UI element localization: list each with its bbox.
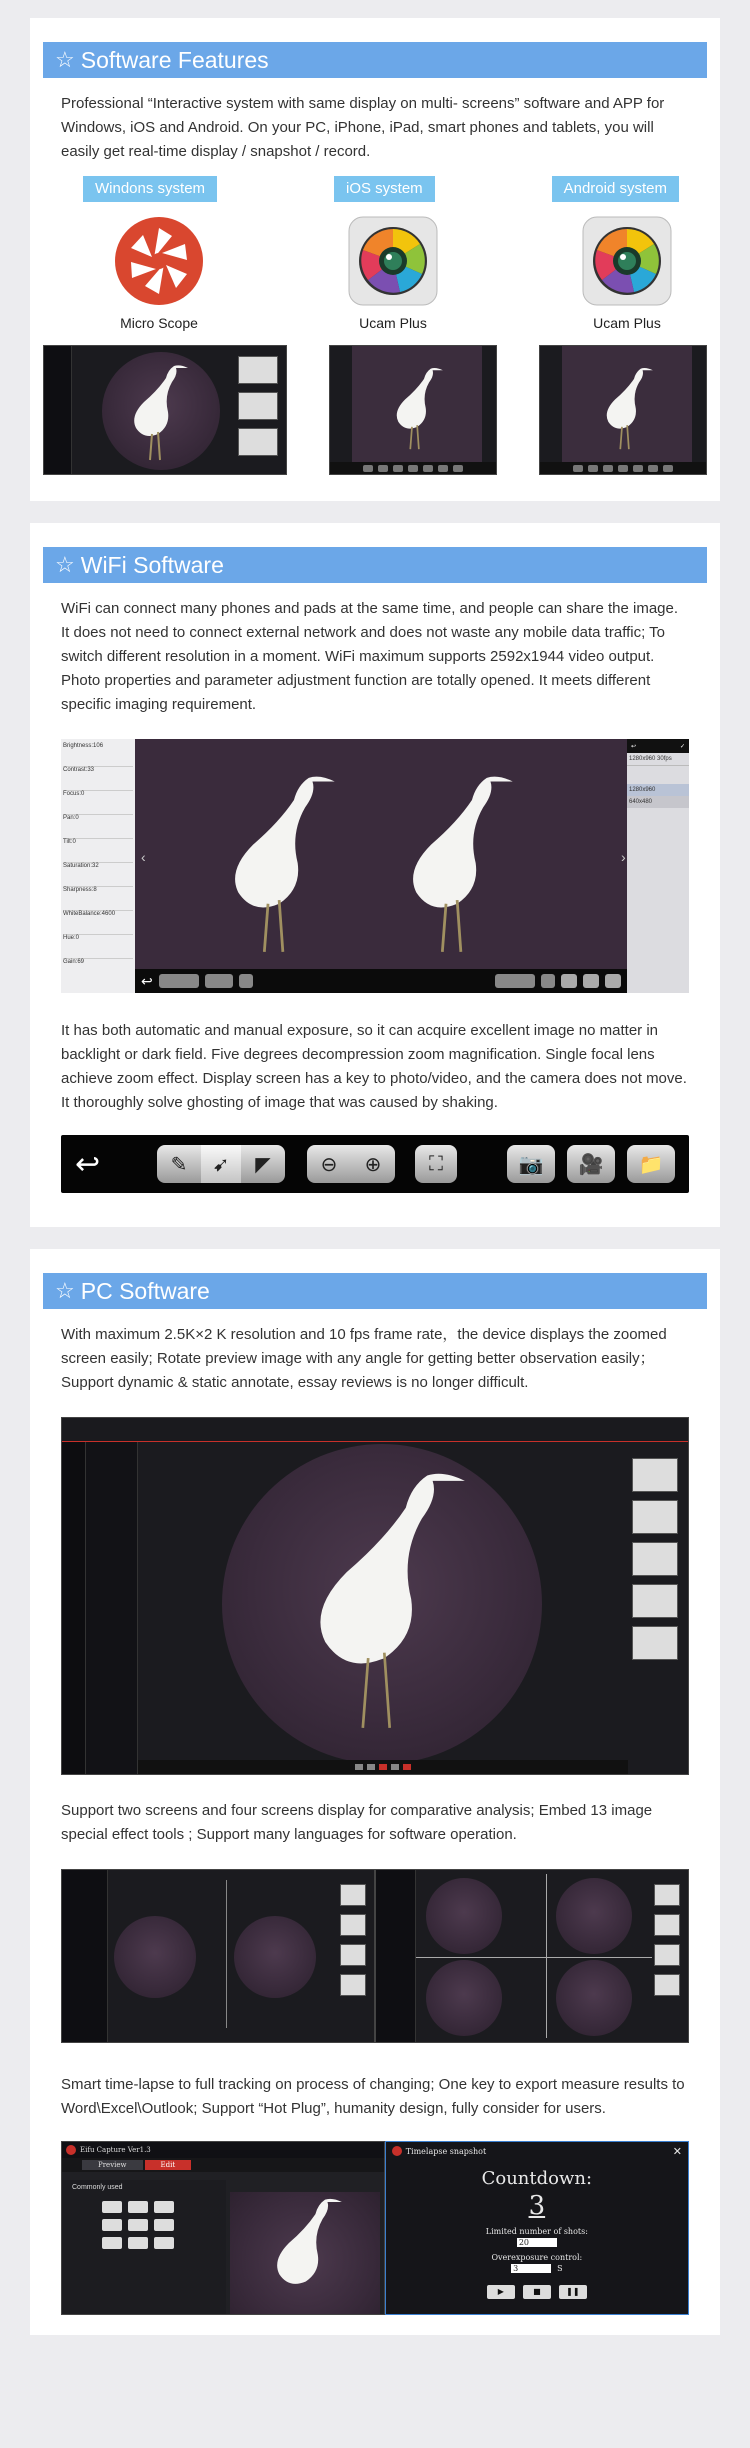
countdown-label: Countdown:: [481, 2168, 593, 2189]
dialog-title-bar: [386, 2142, 688, 2160]
overexposure-input[interactable]: 3: [511, 2264, 551, 2273]
app-logo-icon: [66, 2145, 76, 2155]
windows-tag: Windons system: [83, 176, 217, 202]
camera-button[interactable]: 📷: [507, 1145, 555, 1183]
setting-item[interactable]: Contrast:33: [63, 767, 133, 791]
limit-label: Limited number of shots:: [485, 2227, 588, 2236]
fullscreen-button[interactable]: ⛶: [415, 1145, 457, 1183]
wifi-settings-screenshot: [61, 739, 375, 993]
intro-text: Professional “Interactive system with same display on multi- screens” software and APP for Windows, iOS and Android. On your PC, iPhone, iPad, smart phones and tablets, you will easily get real-time display / snapshot / record.: [61, 95, 665, 160]
setting-item[interactable]: Tilt:0: [63, 839, 133, 863]
pause-button[interactable]: ❚❚: [559, 2285, 587, 2299]
annotate-group: [157, 1145, 285, 1183]
android-tag: Android system: [552, 176, 679, 202]
two-screen-screenshot: [61, 1869, 375, 2043]
commonly-used-label: Commonly used: [72, 2184, 123, 2191]
wifi-software-panel: [30, 523, 720, 1227]
setting-item[interactable]: Hue:0: [63, 935, 133, 959]
setting-item[interactable]: Focus:0: [63, 791, 133, 815]
setting-item[interactable]: Sharpness:8: [63, 887, 133, 911]
app-ucam-ios: [333, 216, 453, 331]
egret-image: [287, 1454, 487, 1744]
settings-sidebar: [61, 739, 135, 993]
app-tabs: [62, 2158, 384, 2172]
pen-button[interactable]: ✎: [157, 1145, 201, 1183]
app-title-bar: [62, 2142, 384, 2158]
close-icon[interactable]: ✕: [672, 2144, 682, 2158]
countdown-value: 3: [528, 2191, 546, 2221]
app-title: Eifu Capture Ver1.3: [80, 2146, 151, 2154]
ios-tag: iOS system: [334, 176, 435, 202]
resolution-panel: [627, 739, 689, 993]
zoom-out-button[interactable]: ⊖: [307, 1145, 351, 1183]
triangle-button[interactable]: ◤: [241, 1145, 285, 1183]
pc-software-panel: [30, 1249, 720, 2335]
setting-item[interactable]: Pan:0: [63, 815, 133, 839]
overexposure-unit: S: [557, 2264, 563, 2273]
app-logo-icon: [392, 2146, 402, 2156]
app-micro-scope: [99, 216, 219, 331]
arrow-right-icon[interactable]: ›: [621, 849, 626, 865]
app-name: Ucam Plus: [359, 315, 427, 331]
section-header: [43, 547, 707, 583]
resolution-option[interactable]: 1280x960: [627, 784, 689, 796]
section-header: [43, 1273, 707, 1309]
app-name: Ucam Plus: [593, 315, 661, 331]
ucam-plus-icon: [582, 216, 672, 306]
section-title: WiFi Software: [80, 551, 224, 578]
pointer-button[interactable]: ➹: [201, 1145, 241, 1183]
star-icon: ☆: [55, 47, 75, 72]
egret-image: [389, 763, 529, 963]
arrow-left-icon[interactable]: ‹: [141, 849, 146, 865]
resolution-option[interactable]: 640x480: [627, 796, 689, 808]
tab-preview[interactable]: Preview: [82, 2160, 143, 2170]
egret-image: [211, 763, 351, 963]
wifi-resolution-screenshot: [375, 739, 689, 993]
four-screen-screenshot: [375, 1869, 689, 2043]
back-icon[interactable]: ↩: [141, 972, 153, 989]
app-ucam-android: [567, 216, 687, 331]
windows-screenshot: [43, 345, 287, 475]
setting-item[interactable]: WhiteBalance:4600: [63, 911, 133, 935]
section-title: Software Features: [80, 46, 269, 73]
folder-button[interactable]: 📁: [627, 1145, 675, 1183]
star-icon: ☆: [55, 552, 75, 577]
wifi-paragraph-1: WiFi can connect many phones and pads at the same time, and people can share the image. It does not need to connect external network and does not waste any mobile data traffic; To switch different resolution in a moment. WiFi maximum supports 2592x1944 video output. Photo properties and parameter adjustment function are totally opened. It meets different specific imaging requirement.: [61, 600, 679, 713]
stop-button[interactable]: ■: [523, 2285, 551, 2299]
section-header: [43, 42, 707, 78]
section-title: PC Software: [80, 1277, 210, 1304]
star-icon: ☆: [55, 1278, 75, 1303]
ucam-plus-icon: [348, 216, 438, 306]
capture-app-screenshot: [61, 2141, 385, 2315]
play-button[interactable]: ▶: [487, 2285, 515, 2299]
pc-main-screenshot: [61, 1417, 689, 1775]
app-name: Micro Scope: [120, 315, 198, 331]
dialog-title: Timelapse snapshot: [405, 2146, 487, 2156]
zoom-group: [307, 1145, 395, 1183]
android-screenshot: [539, 345, 707, 475]
pc-paragraph-1: With maximum 2.5K×2 K resolution and 10 fps frame rate，the device displays the zoomed screen easily; Rotate preview image with any angle for getting better observation easily； Support dynamic & static annotate, essay reviews is no longer difficult.: [61, 1326, 667, 1391]
resolution-current: 1280x960 30fps: [627, 753, 689, 766]
video-button[interactable]: 🎥: [567, 1145, 615, 1183]
pc-paragraph-2: Support two screens and four screens display for comparative analysis; Embed 13 image special effect tools ; Support many languages for software operation.: [61, 1802, 653, 1843]
zoom-in-button[interactable]: ⊕: [351, 1145, 395, 1183]
back-button[interactable]: ↩: [75, 1147, 101, 1181]
setting-item[interactable]: Brightness:106: [63, 743, 133, 767]
egret-image: [388, 358, 448, 458]
wifi-toolbar: [375, 969, 627, 993]
check-icon[interactable]: ✓: [679, 743, 685, 750]
wifi-paragraph-2: It has both automatic and manual exposure, so it can acquire excellent image no matter in backlight or dark field. Five degrees decompression zoom magnification. Single focal lens achieve zoom effect. Display screen has a key to photo/video, and the camera does not move. It thoroughly solve ghosting of image that was caused by shaking.: [61, 1022, 687, 1111]
setting-item[interactable]: Gain:69: [63, 959, 85, 965]
egret-image: [262, 2190, 352, 2315]
aperture-icon: [114, 216, 204, 306]
software-features-panel: [30, 18, 720, 501]
back-icon[interactable]: ↩: [631, 743, 637, 750]
tab-edit[interactable]: Edit: [145, 2160, 192, 2170]
ios-screenshot: [329, 345, 497, 475]
egret-image: [598, 358, 658, 458]
limit-input[interactable]: 20: [517, 2238, 557, 2247]
setting-item[interactable]: Saturation:32: [63, 863, 133, 887]
pc-paragraph-3: Smart time-lapse to full tracking on process of changing; One key to export measure results to Word\Excel\Outlook; Support “Hot Plug”, humanity design, fully consider for users.: [61, 2076, 685, 2117]
control-bar: [61, 1135, 689, 1193]
timelapse-dialog: [385, 2141, 689, 2315]
overexposure-label: Overexposure control:: [491, 2253, 583, 2262]
egret-image: [124, 358, 194, 466]
wifi-toolbar: [135, 969, 375, 993]
